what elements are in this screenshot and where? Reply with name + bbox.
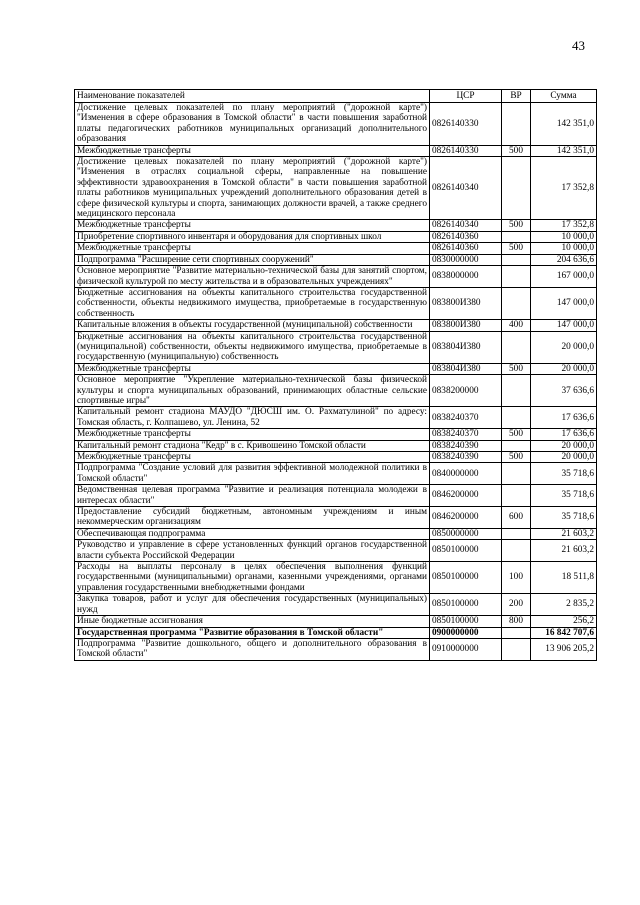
row-name: Капитальные вложения в объекты государственной (муниципальной) собственности (75, 320, 430, 331)
row-name: Капитальный ремонт стадиона "Кедр" в с. Кривошеино Томской области (75, 440, 430, 451)
row-csr: 0838200000 (430, 375, 502, 407)
row-name: Предоставление субсидий бюджетным, автономным учреждениям и иным некоммерческим организациям (75, 507, 430, 529)
budget-table (74, 89, 597, 661)
row-csr: 0826140330 (430, 145, 502, 156)
row-csr: 0850000000 (430, 528, 502, 539)
table-row (75, 616, 597, 627)
table-row (75, 528, 597, 539)
table-row (75, 331, 597, 363)
row-csr: 0838240370 (430, 407, 502, 429)
row-vr: 600 (502, 507, 531, 529)
row-name: Межбюджетные трансферты (75, 220, 430, 231)
row-csr: 0846200000 (430, 507, 502, 529)
row-vr: 500 (502, 429, 531, 440)
row-name: Основное мероприятие "Развитие материально-технической базы для занятий спортом, физической культурой по месту жительства и в образовательных учреждениях" (75, 266, 430, 288)
row-name: Подпрограмма "Создание условий для развития эффективной молодежной политики в Томской области" (75, 463, 430, 485)
row-name: Обеспечивающая подпрограмма (75, 528, 430, 539)
row-sum: 18 511,8 (531, 562, 597, 594)
row-sum: 204 636,6 (531, 254, 597, 265)
row-sum: 35 718,6 (531, 507, 597, 529)
row-sum: 256,2 (531, 616, 597, 627)
row-csr: 0838240390 (430, 452, 502, 463)
row-sum: 20 000,0 (531, 363, 597, 374)
row-csr: 083804И380 (430, 331, 502, 363)
table-row (75, 287, 597, 319)
table-row (75, 231, 597, 242)
row-csr: 0910000000 (430, 638, 502, 660)
row-vr: 400 (502, 320, 531, 331)
page-number: 43 (572, 38, 585, 53)
row-vr (502, 540, 531, 562)
row-name: Подпрограмма "Развитие дошкольного, общего и дополнительного образования в Томской области" (75, 638, 430, 660)
row-name: Ведомственная целевая программа "Развитие и реализация потенциала молодежи в интересах области" (75, 485, 430, 507)
row-vr (502, 157, 531, 220)
row-sum: 13 906 205,2 (531, 638, 597, 660)
row-csr: 0838000000 (430, 266, 502, 288)
table-row (75, 627, 597, 638)
row-vr (502, 254, 531, 265)
row-vr (502, 528, 531, 539)
row-name: Межбюджетные трансферты (75, 145, 430, 156)
row-vr (502, 407, 531, 429)
row-vr: 200 (502, 594, 531, 616)
row-sum: 35 718,6 (531, 463, 597, 485)
table-row (75, 429, 597, 440)
row-vr (502, 375, 531, 407)
row-sum: 21 603,2 (531, 540, 597, 562)
table-row (75, 507, 597, 529)
row-sum: 142 351,0 (531, 103, 597, 146)
row-csr: 083800И380 (430, 320, 502, 331)
row-name: Межбюджетные трансферты (75, 363, 430, 374)
row-sum: 16 842 707,6 (531, 627, 597, 638)
row-name: Государственная программа "Развитие образования в Томской области" (75, 627, 430, 638)
row-vr (502, 485, 531, 507)
row-csr: 0850100000 (430, 540, 502, 562)
row-csr: 0850100000 (430, 562, 502, 594)
row-sum: 147 000,0 (531, 287, 597, 319)
row-csr: 0826140360 (430, 243, 502, 254)
row-sum: 10 000,0 (531, 231, 597, 242)
row-vr: 500 (502, 363, 531, 374)
table-row (75, 452, 597, 463)
row-vr (502, 463, 531, 485)
row-csr: 083804И380 (430, 363, 502, 374)
table-row (75, 638, 597, 660)
header-sum: Сумма (531, 90, 597, 103)
row-name: Капитальный ремонт стадиона МАУДО "ДЮСШ им. О. Рахматулиной" по адресу: Томская область, г. Колпашево, ул. Ленина, 52 (75, 407, 430, 429)
table-row (75, 254, 597, 265)
row-name: Достижение целевых показателей по плану мероприятий ("дорожной карте") "Изменения в отраслях социальной сферы, направленные на повышение эффективности здравоохранения в Томской области" в части повышения заработной платы работников муниципальных учреждений дополнительного образования детей в сфере физической культуры и спорта, занимающих должности врачей, а также среднего медицинского персонала (75, 157, 430, 220)
table-header-row (75, 90, 597, 103)
row-name: Руководство и управление в сфере установленных функций органов государственной власти субъекта Российской Федерации (75, 540, 430, 562)
row-vr (502, 627, 531, 638)
row-csr: 0840000000 (430, 463, 502, 485)
row-vr (502, 266, 531, 288)
table-row (75, 463, 597, 485)
row-csr: 0838240370 (430, 429, 502, 440)
row-sum: 147 000,0 (531, 320, 597, 331)
row-csr: 083800И380 (430, 287, 502, 319)
row-sum: 35 718,6 (531, 485, 597, 507)
table-body (75, 103, 597, 661)
row-csr: 0846200000 (430, 485, 502, 507)
table-row (75, 407, 597, 429)
table-row (75, 594, 597, 616)
table-row (75, 363, 597, 374)
row-csr: 0826140360 (430, 231, 502, 242)
row-name: Закупка товаров, работ и услуг для обеспечения государственных (муниципальных) нужд (75, 594, 430, 616)
row-name: Основное мероприятие "Укрепление материально-технической базы физической культуры и спорта муниципальных образований, принимающих областные сельские спортивные игры" (75, 375, 430, 407)
row-name: Подпрограмма "Расширение сети спортивных сооружений" (75, 254, 430, 265)
table-row (75, 440, 597, 451)
row-csr: 0900000000 (430, 627, 502, 638)
row-csr: 0826140340 (430, 157, 502, 220)
row-csr: 0826140340 (430, 220, 502, 231)
row-vr: 100 (502, 562, 531, 594)
row-name: Бюджетные ассигнования на объекты капитального строительства государственной собственности, объекты недвижимого имущества, приобретаемые в государственную собственность (75, 287, 430, 319)
table-row (75, 320, 597, 331)
row-sum: 10 000,0 (531, 243, 597, 254)
table-row (75, 145, 597, 156)
table-row (75, 243, 597, 254)
row-csr: 0838240390 (430, 440, 502, 451)
row-name: Расходы на выплаты персоналу в целях обеспечения выполнения функций государственными (муниципальными) органами, казенными учреждениями, органами управления государственными внебюджетными фондами (75, 562, 430, 594)
row-vr: 500 (502, 452, 531, 463)
row-name: Бюджетные ассигнования на объекты капитального строительства государственной (муниципальной) собственности, объекты недвижимого имущества, приобретаемые в государственную (муниципальную) собственность (75, 331, 430, 363)
row-csr: 0830000000 (430, 254, 502, 265)
row-sum: 20 000,0 (531, 452, 597, 463)
header-name: Наименование показателей (75, 90, 430, 103)
table-row (75, 485, 597, 507)
row-sum: 17 352,8 (531, 157, 597, 220)
row-name: Иные бюджетные ассигнования (75, 616, 430, 627)
row-vr (502, 331, 531, 363)
row-name: Межбюджетные трансферты (75, 452, 430, 463)
row-csr: 0850100000 (430, 594, 502, 616)
row-vr (502, 440, 531, 451)
header-vr: ВР (502, 90, 531, 103)
row-name: Межбюджетные трансферты (75, 429, 430, 440)
row-vr: 800 (502, 616, 531, 627)
table-row (75, 375, 597, 407)
table-row (75, 220, 597, 231)
table-row (75, 562, 597, 594)
row-name: Достижение целевых показателей по плану мероприятий ("дорожной карте") "Изменения в сфере образования в Томской области" в части повышения заработной платы педагогических работников муниципальных организаций дополнительного образования (75, 103, 430, 146)
row-sum: 2 835,2 (531, 594, 597, 616)
table-row (75, 157, 597, 220)
row-sum: 17 352,8 (531, 220, 597, 231)
row-sum: 37 636,6 (531, 375, 597, 407)
row-name: Межбюджетные трансферты (75, 243, 430, 254)
table-row (75, 540, 597, 562)
table-row (75, 266, 597, 288)
row-sum: 142 351,0 (531, 145, 597, 156)
row-sum: 17 636,6 (531, 407, 597, 429)
header-csr: ЦСР (430, 90, 502, 103)
row-csr: 0850100000 (430, 616, 502, 627)
row-sum: 21 603,2 (531, 528, 597, 539)
row-name: Приобретение спортивного инвентаря и оборудования для спортивных школ (75, 231, 430, 242)
row-vr (502, 287, 531, 319)
row-csr: 0826140330 (430, 103, 502, 146)
row-vr (502, 231, 531, 242)
row-vr: 500 (502, 145, 531, 156)
row-vr (502, 103, 531, 146)
row-sum: 20 000,0 (531, 440, 597, 451)
row-vr: 500 (502, 243, 531, 254)
row-sum: 17 636,6 (531, 429, 597, 440)
row-vr (502, 638, 531, 660)
row-sum: 167 000,0 (531, 266, 597, 288)
row-vr: 500 (502, 220, 531, 231)
row-sum: 20 000,0 (531, 331, 597, 363)
table-row (75, 103, 597, 146)
